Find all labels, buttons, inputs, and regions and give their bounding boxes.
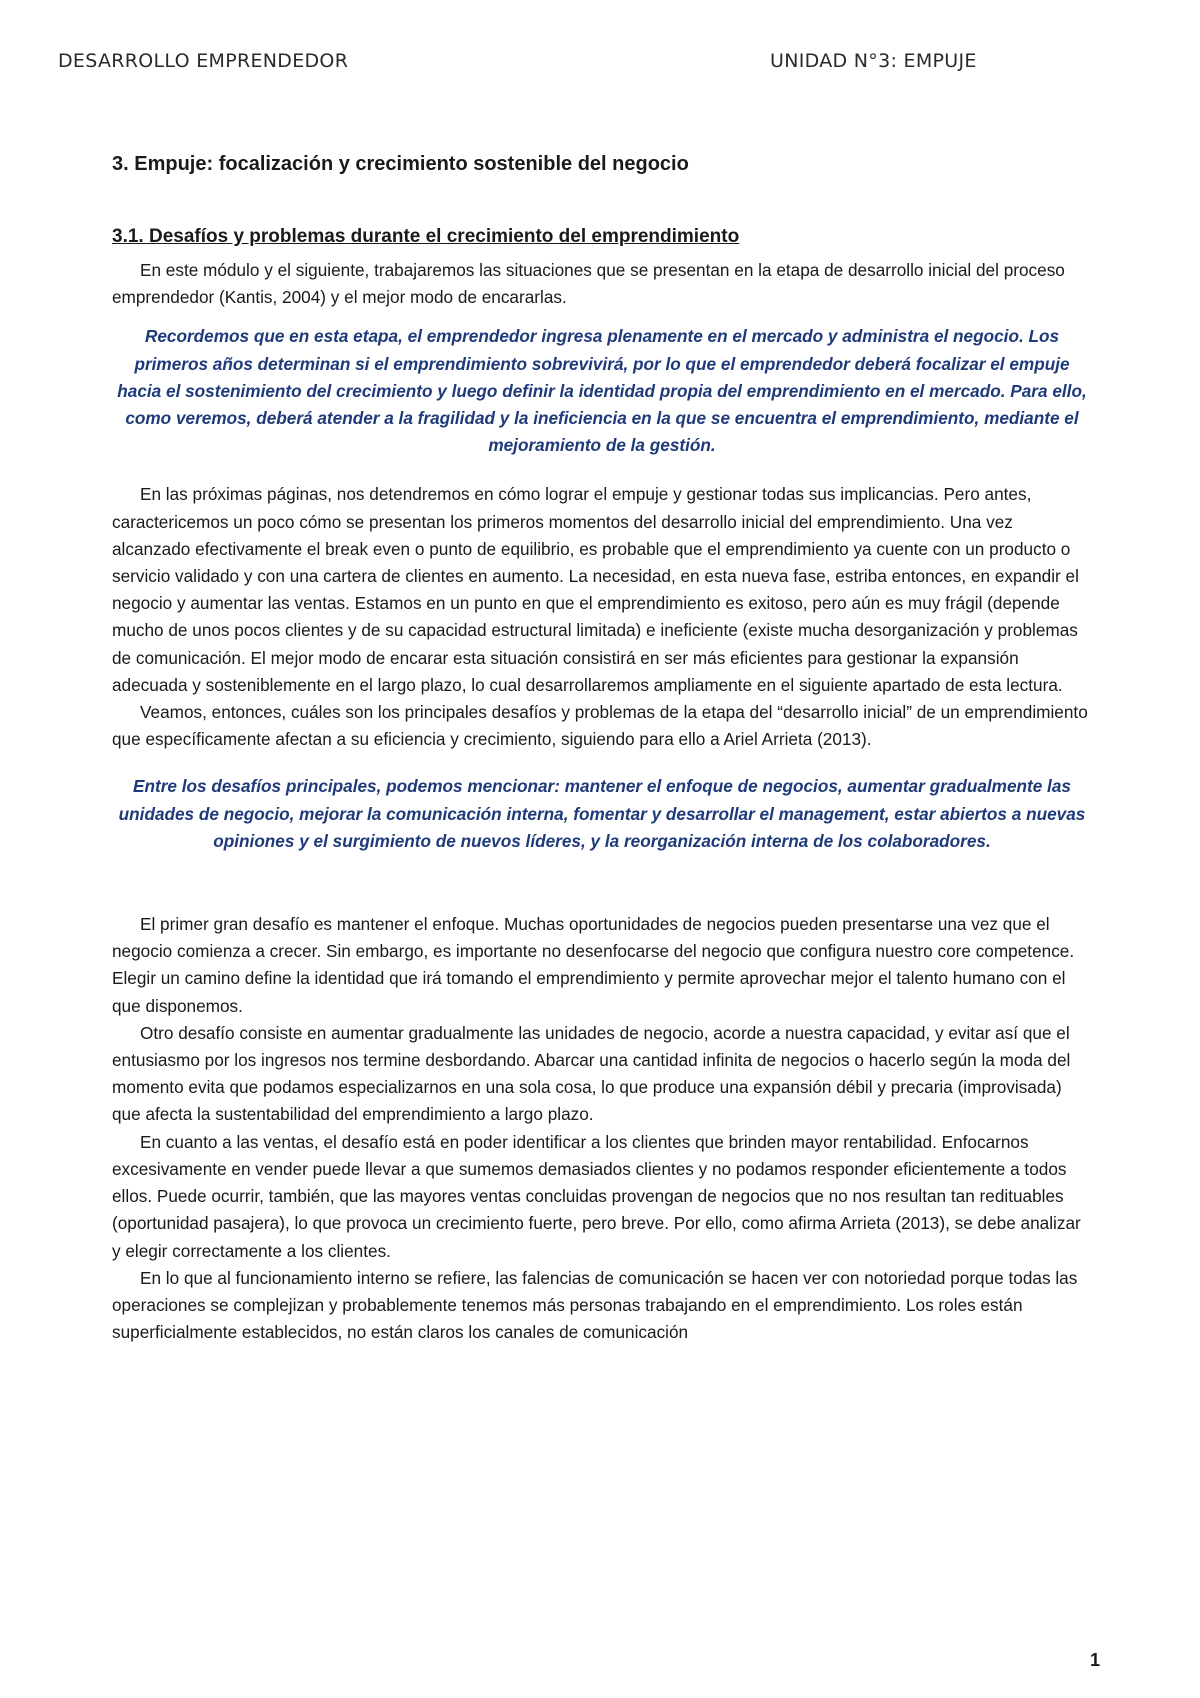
section-heading: 3.1. Desafíos y problemas durante el crecimiento del emprendimiento — [112, 226, 740, 247]
highlight-quote-challenges: Entre los desafíos principales, podemos mencionar: mantener el enfoque de negocios, aumentar gradualmente las unidades de negocio, mejorar la comunicación interna, fomentar y desarrollar el management, estar abiertos a nuevas opiniones y el surgimiento de nuevos líderes, y la reorganización interna de los colaboradores. — [118, 776, 1086, 851]
paragraph-challenges-intro: Veamos, entonces, cuáles son los principales desafíos y problemas de la etapa del “desarrollo inicial” de un emprendimiento que específicamente afectan a su eficiencia y crecimiento, siguiendo para ello a Ariel Arrieta (2013). — [112, 702, 1088, 750]
paragraph-business-units: Otro desafío consiste en aumentar gradualmente las unidades de negocio, acorde a nuestra capacidad, y evitar así que el entusiasmo por los ingresos nos termine desbordando. Abarcar una cantidad infinita de negocios o hacerlo según la moda del momento evita que podamos especializarnos en una sola cosa, lo que produce una expansión débil y precaria (improvisada) que afecta la sustentabilidad del emprendimiento a largo plazo. — [112, 1022, 1071, 1125]
header-unit-name: UNIDAD N°3: EMPUJE — [770, 50, 977, 72]
paragraph-sales: En cuanto a las ventas, el desafío está en poder identificar a los clientes que brinden mayor rentabilidad. Enfocarnos excesivamente en vender puede llevar a que sumemos demasiados clientes y no podamos responder eficientemente a todos ellos. Puede ocurrir, también, que las mayores ventas concluidas provengan de negocios que no nos resultan tan redituables (oportunidad pasajera), lo que provoca un crecimiento fuerte, pero breve. Por ello, como afirma Arrieta (2013), se debe analizar y elegir correctamente a los clientes. — [112, 1131, 1081, 1261]
document-body — [112, 150, 1092, 1346]
paragraph-initial-development: En las próximas páginas, nos detendremos en cómo lograr el empuje y gestionar todas sus implicancias. Pero antes, caractericemos un poco cómo se presentan los primeros momentos del desarrollo inicial del emprendimiento. Una vez alcanzado efectivamente el break even o punto de equilibrio, es probable que el emprendimiento ya cuente con un producto o servicio validado y con una cartera de clientes en aumento. La necesidad, en esta nueva fase, estriba entonces, en expandir el negocio y aumentar las ventas. Estamos en un punto en que el emprendimiento es exitoso, pero aún es muy frágil (depende mucho de unos pocos clientes y de su capacidad estructural limitada) e ineficiente (existe mucha desorganización y problemas de comunicación. El mejor modo de encarar esta situación consistirá en ser más eficientes para gestionar la expansión adecuada y sosteniblemente en el largo plazo, lo cual desarrollaremos ampliamente en el siguiente apartado de esta lectura. — [112, 484, 1079, 695]
page-number: 1 — [1089, 1650, 1100, 1670]
paragraph-focus: El primer gran desafío es mantener el enfoque. Muchas oportunidades de negocios pueden presentarse una vez que el negocio comienza a crecer. Sin embargo, es importante no desenfocarse del negocio que configura nuestro core competence. Elegir un camino define la identidad que irá tomando el emprendimiento y permite aprovechar mejor el talento humano con el que disponemos. — [112, 914, 1075, 1016]
header-course-name: DESARROLLO EMPRENDEDOR — [58, 50, 349, 72]
document-title: 3. Empuje: focalización y crecimiento sostenible del negocio — [112, 153, 689, 175]
paragraph-intro: En este módulo y el siguiente, trabajaremos las situaciones que se presentan en la etapa de desarrollo inicial del proceso emprendedor (Kantis, 2004) y el mejor modo de encararlas. — [112, 260, 1065, 308]
paragraph-communication: En lo que al funcionamiento interno se refiere, las falencias de comunicación se hacen ver con notoriedad porque todas las operaciones se complejizan y probablemente tenemos más personas trabajando en el emprendimiento. Los roles están superficialmente establecidos, no están claros los canales de comunicación — [112, 1267, 1078, 1343]
highlight-quote-stage: Recordemos que en esta etapa, el emprendedor ingresa plenamente en el mercado y administra el negocio. Los primeros años determinan si el emprendimiento sobrevivirá, por lo que el emprendedor deberá focalizar el empuje hacia el sostenimiento del crecimiento y luego definir la identidad propia del emprendimiento en el mercado. Para ello, como veremos, deberá atender a la fragilidad y la ineficiencia en la que se encuentra el emprendimiento, mediante el mejoramiento de la gestión. — [117, 326, 1087, 456]
